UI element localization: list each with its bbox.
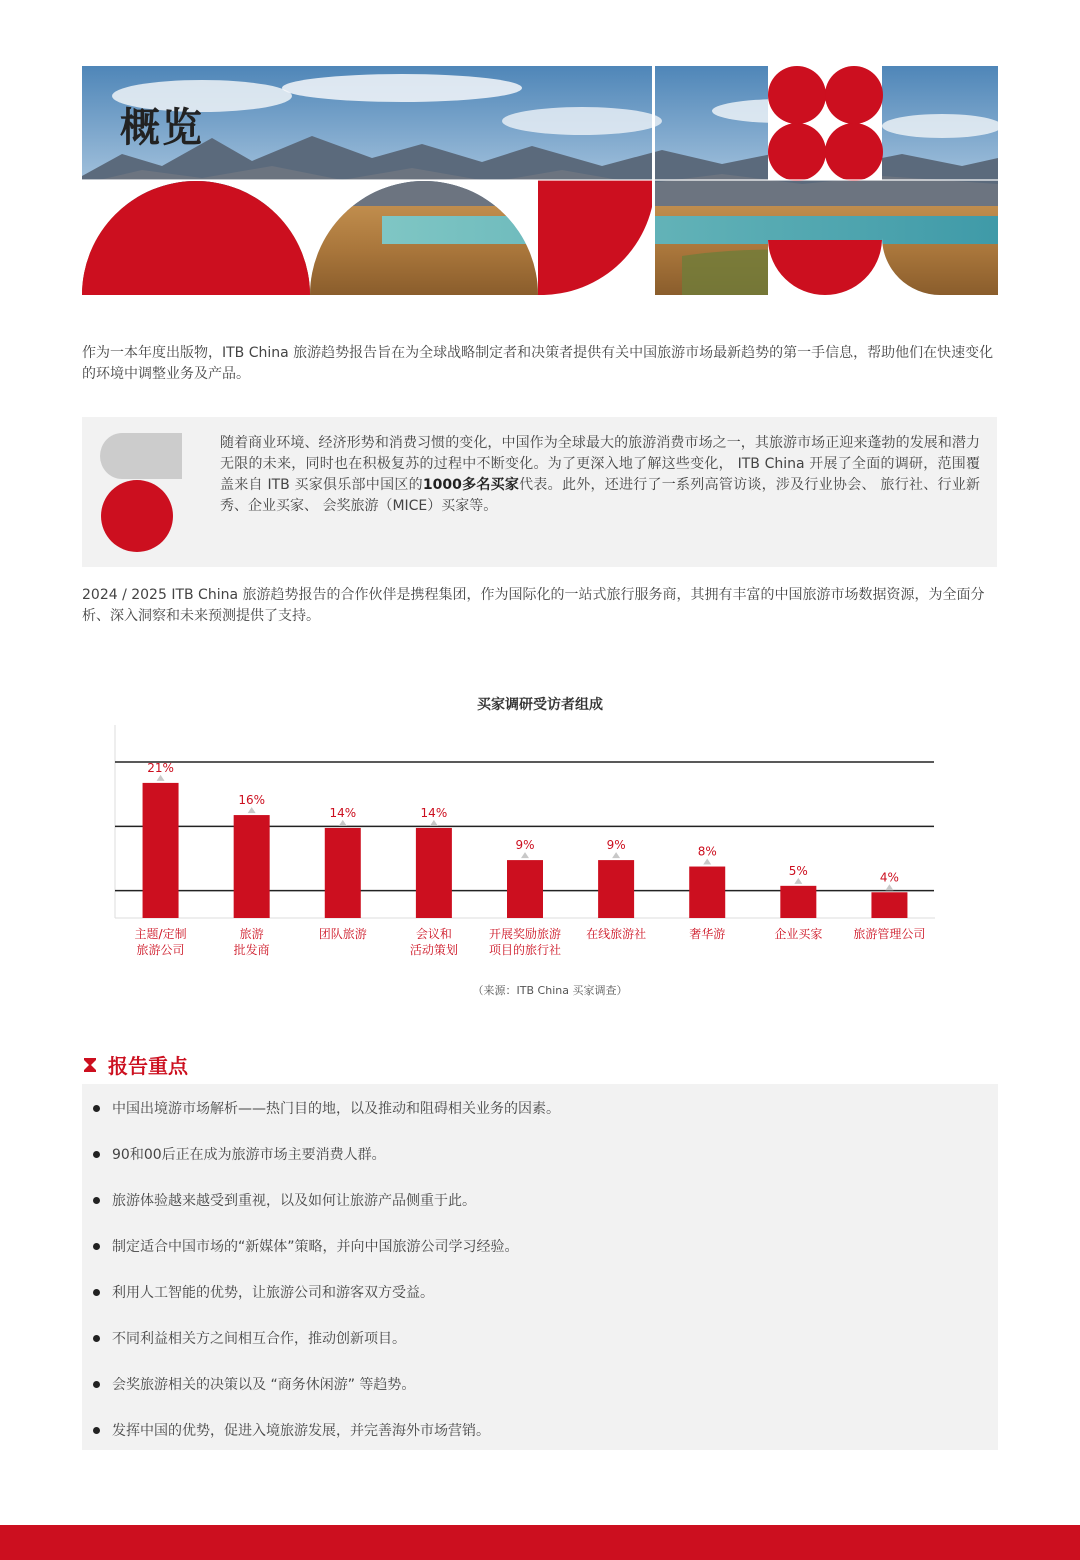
bullet-icon bbox=[93, 1427, 100, 1434]
highlight-text: 制定适合中国市场的“新媒体”策略，并向中国旅游公司学习经验。 bbox=[112, 1239, 519, 1255]
highlight-text: 会奖旅游相关的决策以及 “商务休闲游” 等趋势。 bbox=[112, 1377, 416, 1393]
category-label: 会议和 bbox=[415, 927, 452, 941]
intro-paragraph: 作为一本年度出版物，ITB China 旅游趋势报告旨在为全球战略制定者和决策者提供有关中国旅游市场最新趋势的第一手信息，帮助他们在快速变化的环境中调整业务及产品。 bbox=[82, 345, 994, 382]
bar-value-label: 9% bbox=[606, 838, 626, 853]
highlights-list bbox=[90, 1098, 560, 1466]
highlight-item bbox=[90, 1374, 560, 1420]
value-marker bbox=[521, 852, 529, 858]
category-label: 批发商 bbox=[233, 943, 270, 957]
chart-title: 买家调研受访者组成 bbox=[477, 697, 603, 713]
callout-text-part2: 代表。此外，还进行了一系列高管访谈，涉及行业协会、 旅行社、行业新秀、企业买家、 会奖旅游（MICE）买家等。 bbox=[220, 477, 981, 514]
quote-graphic-icon bbox=[100, 433, 182, 553]
highlight-text: 90和00后正在成为旅游市场主要消费人群。 bbox=[112, 1147, 386, 1163]
chart-source: （来源：ITB China 买家调查） bbox=[472, 984, 628, 997]
footer-bar bbox=[0, 1525, 1080, 1560]
bullet-icon bbox=[93, 1335, 100, 1342]
chart-bar bbox=[325, 828, 361, 918]
bullet-icon bbox=[93, 1151, 100, 1158]
bar-value-label: 5% bbox=[788, 863, 808, 878]
bullet-icon bbox=[93, 1105, 100, 1112]
bullet-icon bbox=[93, 1289, 100, 1296]
highlights-box bbox=[82, 1084, 998, 1450]
callout-buyer-count: 1000多名买家 bbox=[422, 477, 520, 493]
highlight-item bbox=[90, 1144, 560, 1190]
highlight-item bbox=[90, 1098, 560, 1144]
value-marker bbox=[157, 775, 165, 781]
highlight-item bbox=[90, 1420, 560, 1466]
bar-value-label: 14% bbox=[329, 805, 357, 820]
research-callout-text bbox=[220, 433, 980, 517]
highlight-item bbox=[90, 1190, 560, 1236]
bar-value-label: 8% bbox=[697, 844, 717, 859]
chart-bar bbox=[780, 886, 816, 918]
respondent-bar-chart bbox=[110, 725, 940, 979]
category-label: 项目的旅行社 bbox=[488, 943, 562, 957]
value-marker bbox=[885, 884, 893, 890]
category-label: 旅游 bbox=[239, 927, 264, 941]
category-label: 主题/定制 bbox=[134, 927, 187, 941]
hourglass-icon bbox=[82, 1057, 98, 1073]
category-label: 旅游管理公司 bbox=[853, 927, 926, 941]
highlight-text: 旅游体验越来越受到重视，以及如何让旅游产品侧重于此。 bbox=[112, 1193, 476, 1209]
chart-svg bbox=[110, 725, 940, 975]
bullet-icon bbox=[93, 1243, 100, 1250]
highlights-title: 报告重点 bbox=[108, 1054, 188, 1078]
highlight-text: 发挥中国的优势，促进入境旅游发展，并完善海外市场营销。 bbox=[112, 1423, 490, 1439]
bullet-icon bbox=[93, 1197, 100, 1204]
highlight-text: 不同利益相关方之间相互合作，推动创新项目。 bbox=[112, 1331, 406, 1347]
category-label: 活动策划 bbox=[409, 943, 458, 957]
partner-paragraph: 2024 / 2025 ITB China 旅游趋势报告的合作伙伴是携程集团，作为国际化的一站式旅行服务商，其拥有丰富的中国旅游市场数据资源，为全面分析、深入洞察和未来预测提供了支持。 bbox=[82, 587, 985, 624]
research-callout bbox=[82, 417, 997, 567]
bar-value-label: 21% bbox=[147, 760, 174, 775]
highlight-text: 中国出境游市场解析——热门目的地，以及推动和阻碍相关业务的因素。 bbox=[112, 1101, 560, 1117]
category-label: 旅游公司 bbox=[136, 943, 185, 957]
category-label: 团队旅游 bbox=[318, 927, 367, 941]
chart-bar bbox=[689, 867, 725, 918]
highlight-item bbox=[90, 1328, 560, 1374]
category-label: 开展奖励旅游 bbox=[488, 927, 562, 941]
chart-bar bbox=[507, 860, 543, 918]
chart-bar bbox=[234, 815, 270, 918]
chart-bar bbox=[871, 892, 907, 918]
highlights-heading bbox=[82, 1050, 188, 1079]
bar-value-label: 9% bbox=[515, 838, 535, 853]
value-marker bbox=[430, 820, 438, 826]
landscape-collage-image bbox=[82, 66, 998, 295]
highlight-text: 利用人工智能的优势，让旅游公司和游客双方受益。 bbox=[112, 1285, 434, 1301]
category-label: 企业买家 bbox=[774, 927, 823, 941]
callout-text-part1: 随着商业环境、经济形势和消费习惯的变化，中国作为全球最大的旅游消费市场之一，其旅游市场正迎来蓬勃的发展和潜力无限的未来，同时也在积极复苏的过程中不断变化。为了更深入地了解这些变化， ITB China 开展了全面的调研，范围覆盖来自 ITB 买家俱乐部中国区的 bbox=[220, 435, 980, 493]
category-label: 在线旅游社 bbox=[586, 927, 647, 941]
value-marker bbox=[248, 807, 256, 813]
category-label: 奢华游 bbox=[689, 927, 726, 941]
value-marker bbox=[703, 859, 711, 865]
chart-bar bbox=[143, 783, 179, 918]
chart-bar bbox=[598, 860, 634, 918]
highlight-item bbox=[90, 1236, 560, 1282]
bullet-icon bbox=[93, 1381, 100, 1388]
highlight-item bbox=[90, 1282, 560, 1328]
bar-value-label: 4% bbox=[879, 870, 899, 885]
hero-banner bbox=[82, 66, 998, 295]
value-marker bbox=[612, 852, 620, 858]
bar-value-label: 16% bbox=[238, 793, 266, 808]
bar-value-label: 14% bbox=[420, 805, 448, 820]
value-marker bbox=[794, 878, 802, 884]
page-title: 概览 bbox=[120, 105, 204, 151]
value-marker bbox=[339, 820, 347, 826]
chart-bar bbox=[416, 828, 452, 918]
